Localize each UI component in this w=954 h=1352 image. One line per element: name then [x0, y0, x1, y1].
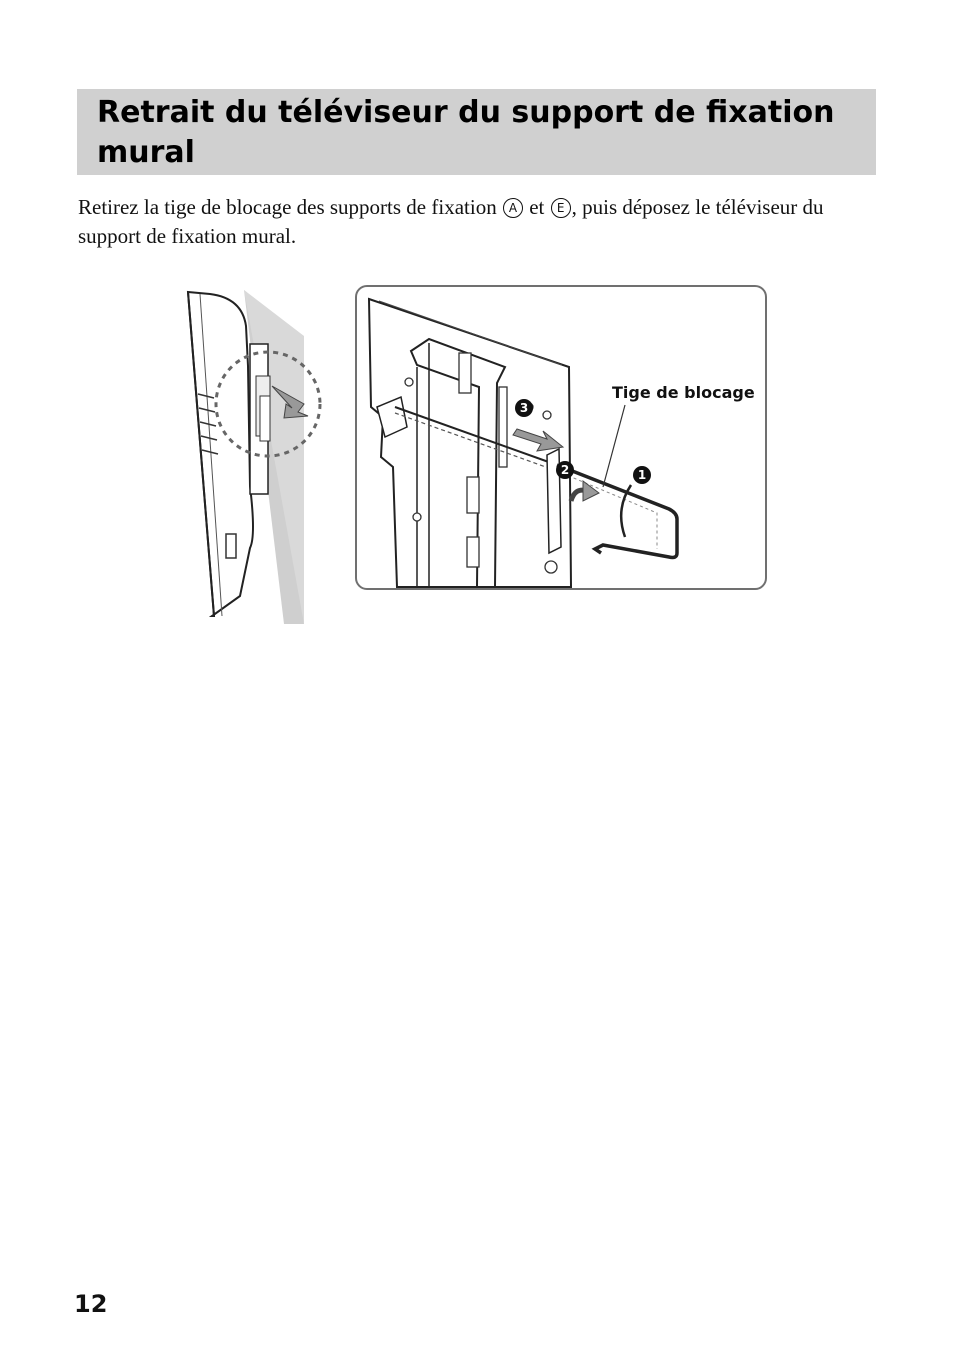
- intro-text-before: Retirez la tige de blocage des supports de fixation: [78, 195, 502, 219]
- intro-text-middle: et: [523, 195, 550, 219]
- section-title-band: [77, 89, 876, 175]
- bracket-detail-illustration: [355, 285, 767, 590]
- section-title: Retrait du téléviseur du support de fixation mural: [97, 95, 835, 170]
- intro-text-after: , puis déposez le téléviseur du support de fixation mural.: [78, 195, 824, 248]
- locking-rod-callout: Tige de blocage: [612, 383, 755, 402]
- bracket-a-mark: A: [503, 198, 523, 218]
- tv-side-view-illustration: [180, 286, 330, 631]
- bracket-e-mark: E: [551, 198, 571, 218]
- page-number: 12: [74, 1290, 108, 1318]
- intro-paragraph: [78, 193, 878, 251]
- step-1-badge: 1: [633, 466, 651, 484]
- step-3-badge: 3: [515, 399, 533, 417]
- step-2-badge: 2: [556, 461, 574, 479]
